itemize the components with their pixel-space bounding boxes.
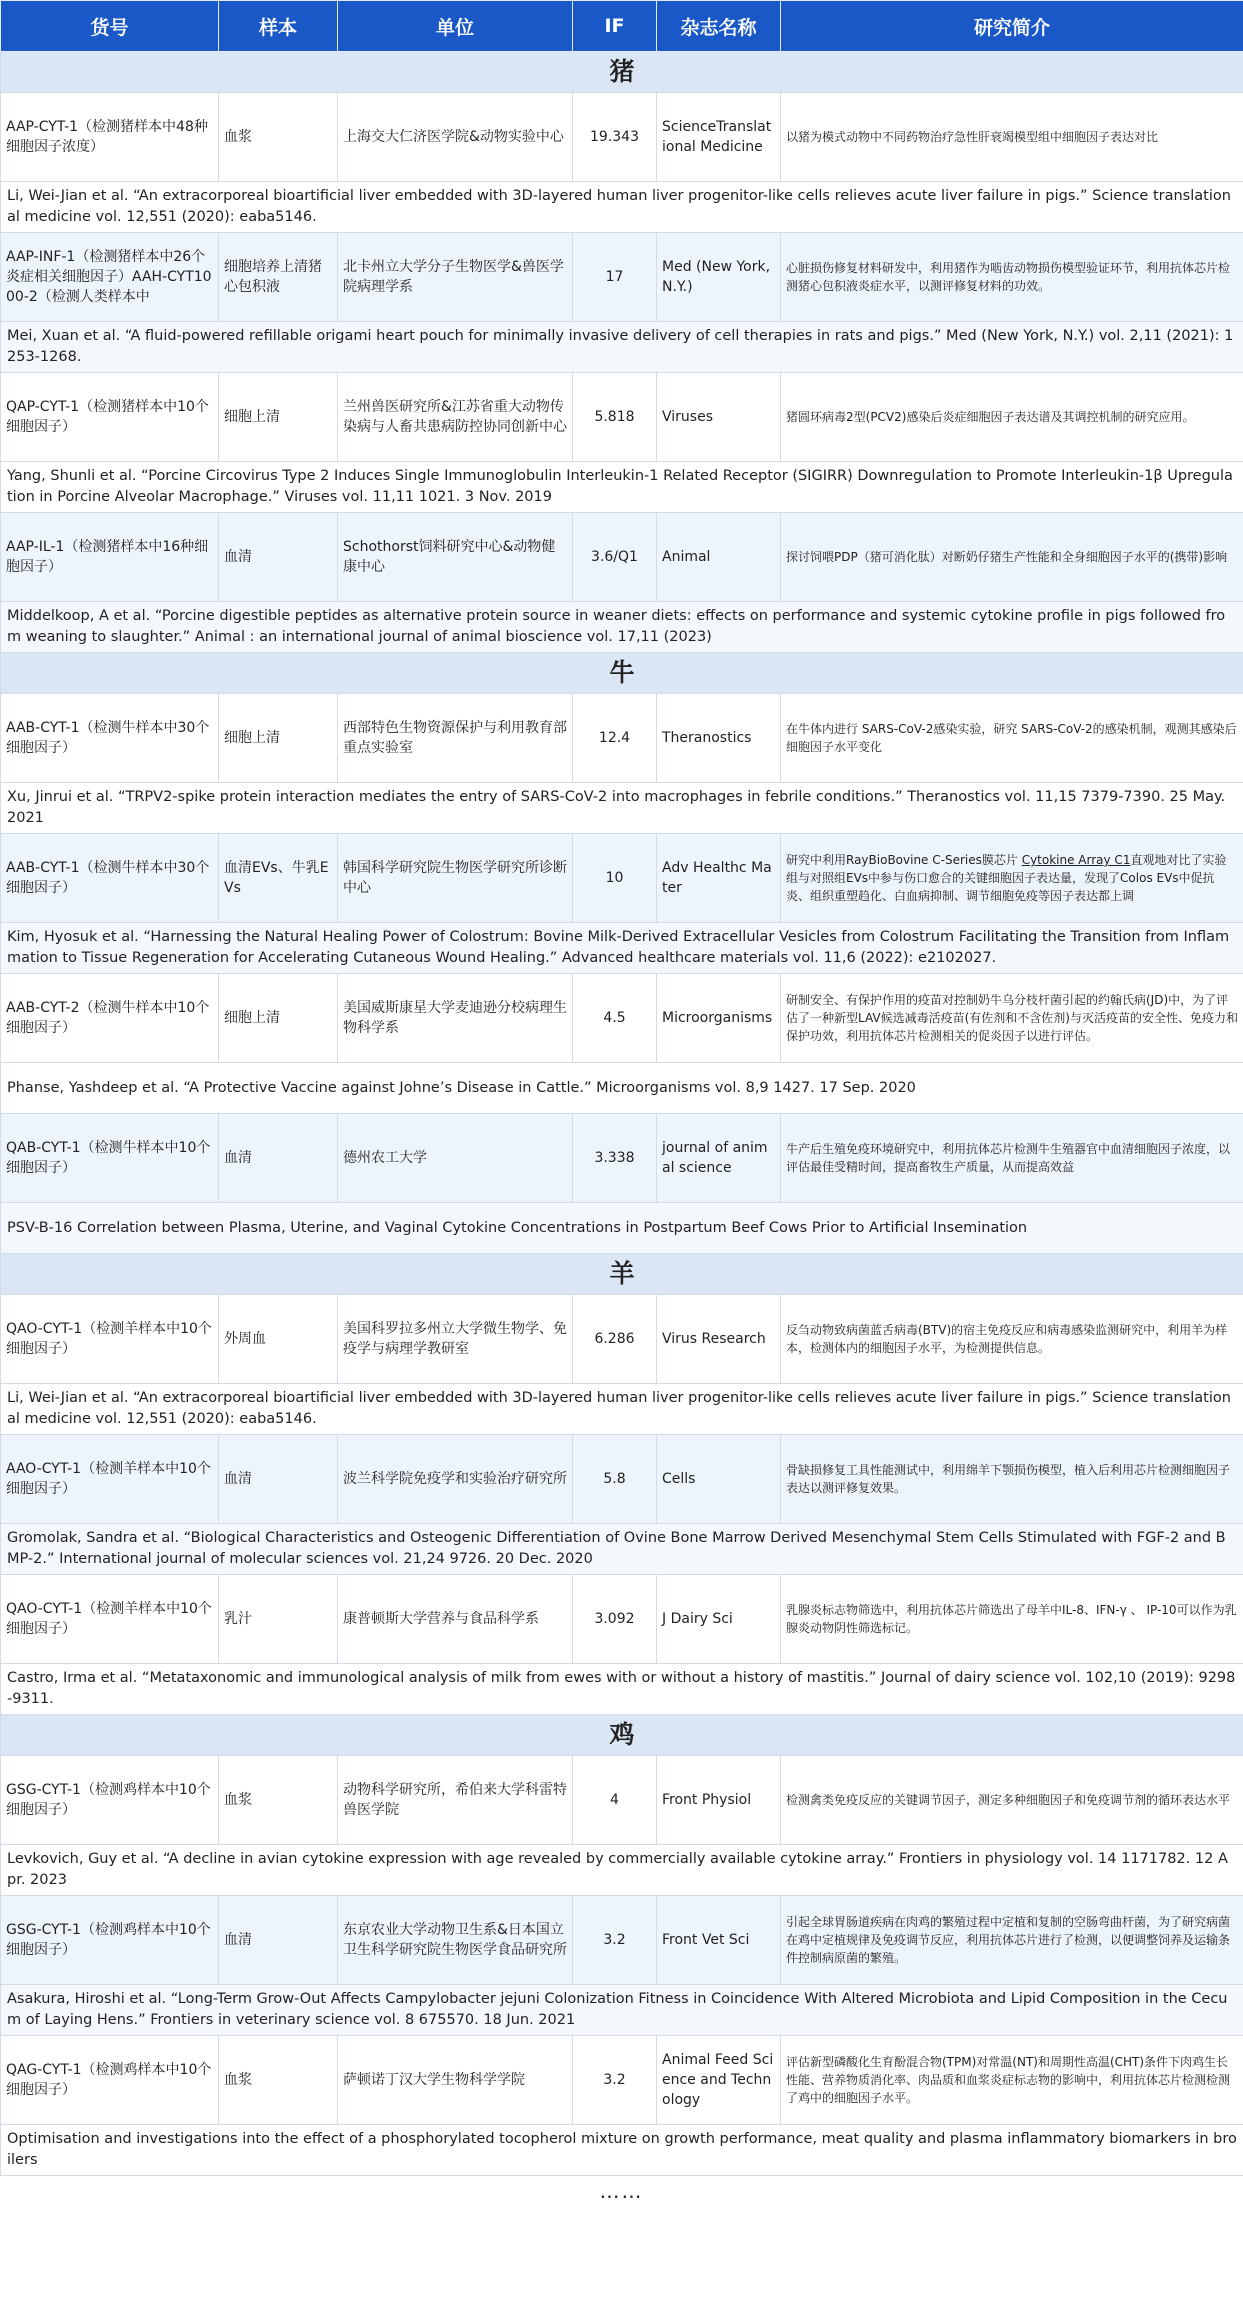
- summary-underlined: Cytokine Array C1: [1021, 853, 1131, 867]
- sample-cell: 血清EVs、牛乳EVs: [219, 834, 338, 923]
- journal-cell: Microorganisms: [657, 974, 781, 1063]
- table-row: [1, 1575, 1243, 1664]
- summary-cell: 心脏损伤修复材料研发中，利用猪作为啮齿动物损伤模型验证环节，利用抗体芯片检测猪心包积液炎症水平，以测评修复材料的功效。: [781, 233, 1243, 322]
- reference-row: [1, 602, 1243, 653]
- reference-row: [1, 1664, 1243, 1715]
- impact-factor-cell: 17: [573, 233, 657, 322]
- journal-cell: Viruses: [657, 373, 781, 462]
- journal-cell: Cells: [657, 1435, 781, 1524]
- sample-cell: 外周血: [219, 1295, 338, 1384]
- sample-cell: 细胞培养上清猪心包积液: [219, 233, 338, 322]
- table-row: [1, 1756, 1243, 1845]
- more-ellipsis: ……: [599, 2179, 644, 2203]
- summary-cell: [781, 834, 1243, 923]
- impact-factor-cell: 3.2: [573, 2036, 657, 2125]
- unit-cell: 西部特色生物资源保护与利用教育部重点实验室: [338, 694, 573, 783]
- reference-text: Mei, Xuan et al. “A fluid-powered refillable origami heart pouch for minimally invasive delivery of cell therapies in rats and pigs.” Med (New York, N.Y.) vol. 2,11 (2021): 1253-1268.: [1, 322, 1243, 373]
- impact-factor-cell: 3.6/Q1: [573, 513, 657, 602]
- product-code-cell: QAO-CYT-1（检测羊样本中10个细胞因子）: [1, 1575, 219, 1664]
- section-header-row: [1, 1254, 1243, 1295]
- table-row: [1, 834, 1243, 923]
- product-code-cell: AAO-CYT-1（检测羊样本中10个细胞因子）: [1, 1435, 219, 1524]
- header-unit: 单位: [338, 1, 573, 52]
- header-code: 货号: [1, 1, 219, 52]
- product-code-cell: AAP-CYT-1（检测猪样本中48种细胞因子浓度）: [1, 93, 219, 182]
- table-row: [1, 1896, 1243, 1985]
- header-journal: 杂志名称: [657, 1, 781, 52]
- table-header-row: [1, 1, 1243, 52]
- reference-text: Xu, Jinrui et al. “TRPV2-spike protein interaction mediates the entry of SARS-CoV-2 into macrophages in febrile conditions.” Theranostics vol. 11,15 7379-7390. 25 May. 2021: [1, 783, 1243, 834]
- product-code-cell: AAB-CYT-1（检测牛样本中30个细胞因子）: [1, 834, 219, 923]
- sample-cell: 细胞上清: [219, 694, 338, 783]
- summary-cell: 乳腺炎标志物筛选中，利用抗体芯片筛选出了母羊中IL-8、IFN-γ 、 IP-10可以作为乳腺炎动物阴性筛选标记。: [781, 1575, 1243, 1664]
- summary-cell: 以猪为模式动物中不同药物治疗急性肝衰竭模型组中细胞因子表达对比: [781, 93, 1243, 182]
- impact-factor-cell: 5.818: [573, 373, 657, 462]
- product-code-cell: AAP-IL-1（检测猪样本中16种细胞因子）: [1, 513, 219, 602]
- summary-cell: 检测禽类免疫反应的关键调节因子，测定多种细胞因子和免疫调节剂的循环表达水平: [781, 1756, 1243, 1845]
- section-title: 猪: [1, 52, 1243, 93]
- table-row: [1, 1435, 1243, 1524]
- journal-cell: Theranostics: [657, 694, 781, 783]
- sample-cell: 血浆: [219, 2036, 338, 2125]
- reference-text: Phanse, Yashdeep et al. “A Protective Vaccine against Johne’s Disease in Cattle.” Microorganisms vol. 8,9 1427. 17 Sep. 2020: [1, 1063, 1243, 1114]
- impact-factor-cell: 3.092: [573, 1575, 657, 1664]
- reference-row: [1, 1063, 1243, 1114]
- reference-row: [1, 923, 1243, 974]
- product-code-cell: QAG-CYT-1（检测鸡样本中10个细胞因子）: [1, 2036, 219, 2125]
- reference-row: [1, 2125, 1243, 2176]
- reference-row: [1, 182, 1243, 233]
- journal-cell: Virus Research: [657, 1295, 781, 1384]
- section-header-row: [1, 653, 1243, 694]
- reference-row: [1, 322, 1243, 373]
- reference-text: Levkovich, Guy et al. “A decline in avian cytokine expression with age revealed by commercially available cytokine array.” Frontiers in physiology vol. 14 1171782. 12 Apr. 2023: [1, 1845, 1243, 1896]
- summary-cell: 评估新型磷酸化生育酚混合物(TPM)对常温(NT)和周期性高温(CHT)条件下肉鸡生长性能、营养物质消化率、肉品质和血浆炎症标志物的影响中，利用抗体芯片检测检测了鸡中的细胞因子水平。: [781, 2036, 1243, 2125]
- product-code-cell: AAP-INF-1（检测猪样本中26个炎症相关细胞因子）AAH-CYT1000-2（检测人类样本中: [1, 233, 219, 322]
- header-sample: 样本: [219, 1, 338, 52]
- product-code-cell: QAP-CYT-1（检测猪样本中10个细胞因子）: [1, 373, 219, 462]
- sample-cell: 血浆: [219, 93, 338, 182]
- section-title: 羊: [1, 1254, 1243, 1295]
- reference-text: Yang, Shunli et al. “Porcine Circovirus Type 2 Induces Single Immunoglobulin Interleukin-1 Related Receptor (SIGIRR) Downregulation to Promote Interleukin-1β Upregulation in Porcine Alveolar Macrophage.” Viruses vol. 11,11 1021. 3 Nov. 2019: [1, 462, 1243, 513]
- sample-cell: 血清: [219, 513, 338, 602]
- summary-text: 直观地对比了实验组与对照组EVs中参与伤口愈合的关键细胞因子表达量，发现了Colos EVs中促抗炎、组织重塑趋化、白血病抑制、调节细胞免疫等因子表达都上调: [786, 853, 1227, 903]
- journal-cell: Front Vet Sci: [657, 1896, 781, 1985]
- reference-row: [1, 1203, 1243, 1254]
- unit-cell: 德州农工大学: [338, 1114, 573, 1203]
- table-row: [1, 373, 1243, 462]
- summary-cell: 引起全球胃肠道疾病在肉鸡的繁殖过程中定植和复制的空肠弯曲杆菌，为了研究病菌在鸡中定植规律及免疫调节反应，利用抗体芯片进行了检测，以便调整饲养及运输条件控制病原菌的繁殖。: [781, 1896, 1243, 1985]
- journal-cell: Front Physiol: [657, 1756, 781, 1845]
- unit-cell: 美国科罗拉多州立大学微生物学、免疫学与病理学教研室: [338, 1295, 573, 1384]
- table-row: [1, 2036, 1243, 2125]
- reference-text: PSV-B-16 Correlation between Plasma, Uterine, and Vaginal Cytokine Concentrations in Postpartum Beef Cows Prior to Artificial Insemination: [1, 1203, 1243, 1254]
- unit-cell: 萨顿诺丁汉大学生物科学学院: [338, 2036, 573, 2125]
- product-code-cell: AAB-CYT-2（检测牛样本中10个细胞因子）: [1, 974, 219, 1063]
- journal-cell: Animal Feed Science and Technology: [657, 2036, 781, 2125]
- sample-cell: 细胞上清: [219, 974, 338, 1063]
- table-row: [1, 233, 1243, 322]
- sample-cell: 乳汁: [219, 1575, 338, 1664]
- reference-row: [1, 1524, 1243, 1575]
- summary-cell: 在牛体内进行 SARS-CoV-2感染实验，研究 SARS-CoV-2的感染机制，观测其感染后细胞因子水平变化: [781, 694, 1243, 783]
- product-code-cell: QAO-CYT-1（检测羊样本中10个细胞因子）: [1, 1295, 219, 1384]
- summary-cell: 牛产后生殖免疫环境研究中，利用抗体芯片检测牛生殖器官中血清细胞因子浓度，以评估最佳受精时间，提高畜牧生产质量，从而提高效益: [781, 1114, 1243, 1203]
- impact-factor-cell: 19.343: [573, 93, 657, 182]
- reference-text: Kim, Hyosuk et al. “Harnessing the Natural Healing Power of Colostrum: Bovine Milk-Derived Extracellular Vesicles from Colostrum Facilitating the Transition from Inflammation to Tissue Regeneration for Accelerating Cutaneous Wound Healing.” Advanced healthcare materials vol. 11,6 (2022): e2102027.: [1, 923, 1243, 974]
- section-title: 牛: [1, 653, 1243, 694]
- table-row: [1, 974, 1243, 1063]
- header-if: IF: [573, 1, 657, 52]
- impact-factor-cell: 5.8: [573, 1435, 657, 1524]
- summary-cell: 反刍动物致病菌蓝舌病毒(BTV)的宿主免疫反应和病毒感染监测研究中，利用羊为样本，检测体内的细胞因子水平，为检测提供信息。: [781, 1295, 1243, 1384]
- product-code-cell: GSG-CYT-1（检测鸡样本中10个细胞因子）: [1, 1896, 219, 1985]
- unit-cell: 动物科学研究所，希伯来大学科雷特兽医学院: [338, 1756, 573, 1845]
- impact-factor-cell: 4: [573, 1756, 657, 1845]
- reference-row: [1, 1985, 1243, 2036]
- table-row: [1, 93, 1243, 182]
- unit-cell: 波兰科学院免疫学和实验治疗研究所: [338, 1435, 573, 1524]
- reference-text: Castro, Irma et al. “Metataxonomic and immunological analysis of milk from ewes with or without a history of mastitis.” Journal of dairy science vol. 102,10 (2019): 9298-9311.: [1, 1664, 1243, 1715]
- unit-cell: 康普顿斯大学营养与食品科学系: [338, 1575, 573, 1664]
- section-header-row: [1, 1715, 1243, 1756]
- journal-cell: Med (New York, N.Y.): [657, 233, 781, 322]
- impact-factor-cell: 4.5: [573, 974, 657, 1063]
- journal-cell: Adv Healthc Mater: [657, 834, 781, 923]
- impact-factor-cell: 6.286: [573, 1295, 657, 1384]
- sample-cell: 血清: [219, 1896, 338, 1985]
- impact-factor-cell: 3.2: [573, 1896, 657, 1985]
- journal-cell: journal of animal science: [657, 1114, 781, 1203]
- journal-cell: ScienceTranslational Medicine: [657, 93, 781, 182]
- reference-text: Li, Wei-Jian et al. “An extracorporeal bioartificial liver embedded with 3D-layered human liver progenitor-like cells relieves acute liver failure in pigs.” Science translational medicine vol. 12,551 (2020): eaba5146.: [1, 1384, 1243, 1435]
- sample-cell: 血浆: [219, 1756, 338, 1845]
- unit-cell: 美国威斯康星大学麦迪逊分校病理生物科学系: [338, 974, 573, 1063]
- unit-cell: 兰州兽医研究所&江苏省重大动物传染病与人畜共患病防控协同创新中心: [338, 373, 573, 462]
- table-row: [1, 513, 1243, 602]
- section-title: 鸡: [1, 1715, 1243, 1756]
- reference-row: [1, 1384, 1243, 1435]
- unit-cell: 东京农业大学动物卫生系&日本国立卫生科学研究院生物医学食品研究所: [338, 1896, 573, 1985]
- section-header-row: [1, 52, 1243, 93]
- product-code-cell: AAB-CYT-1（检测牛样本中30个细胞因子）: [1, 694, 219, 783]
- header-summary: 研究简介: [781, 1, 1243, 52]
- reference-text: Gromolak, Sandra et al. “Biological Characteristics and Osteogenic Differentiation of Ovine Bone Marrow Derived Mesenchymal Stem Cells Stimulated with FGF-2 and BMP-2.” International journal of molecular sciences vol. 21,24 9726. 20 Dec. 2020: [1, 1524, 1243, 1575]
- table-row: [1, 694, 1243, 783]
- table-row: [1, 1114, 1243, 1203]
- reference-row: [1, 462, 1243, 513]
- summary-cell: 猪圆环病毒2型(PCV2)感染后炎症细胞因子表达谱及其调控机制的研究应用。: [781, 373, 1243, 462]
- unit-cell: 上海交大仁济医学院&动物实验中心: [338, 93, 573, 182]
- summary-cell: 探讨饲喂PDP（猪可消化肽）对断奶仔猪生产性能和全身细胞因子水平的(携带)影响: [781, 513, 1243, 602]
- impact-factor-cell: 10: [573, 834, 657, 923]
- reference-text: Optimisation and investigations into the effect of a phosphorylated tocopherol mixture on growth performance, meat quality and plasma inflammatory biomarkers in broilers: [1, 2125, 1243, 2176]
- sample-cell: 血清: [219, 1114, 338, 1203]
- unit-cell: 北卡州立大学分子生物医学&兽医学院病理学系: [338, 233, 573, 322]
- sample-cell: 血清: [219, 1435, 338, 1524]
- journal-cell: J Dairy Sci: [657, 1575, 781, 1664]
- sample-cell: 细胞上清: [219, 373, 338, 462]
- impact-factor-cell: 12.4: [573, 694, 657, 783]
- unit-cell: Schothorst饲料研究中心&动物健康中心: [338, 513, 573, 602]
- summary-cell: 研制安全、有保护作用的疫苗对控制奶牛乌分枝杆菌引起的约翰氏病(JD)中，为了评估了一种新型LAV候选减毒活疫苗(有佐剂和不含佐剂)与灭活疫苗的安全性、免疫力和保护功效，利用抗体芯片检测相关的促炎因子以进行评估。: [781, 974, 1243, 1063]
- product-code-cell: GSG-CYT-1（检测鸡样本中10个细胞因子）: [1, 1756, 219, 1845]
- reference-row: [1, 783, 1243, 834]
- summary-cell: 骨缺损修复工具性能测试中，利用绵羊下颚损伤模型，植入后利用芯片检测细胞因子表达以测评修复效果。: [781, 1435, 1243, 1524]
- product-code-cell: QAB-CYT-1（检测牛样本中10个细胞因子）: [1, 1114, 219, 1203]
- impact-factor-cell: 3.338: [573, 1114, 657, 1203]
- reference-text: Middelkoop, A et al. “Porcine digestible peptides as alternative protein source in weaner diets: effects on performance and systemic cytokine profile in pigs followed from weaning to slaughter.” Animal : an international journal of animal bioscience vol. 17,11 (2023): [1, 602, 1243, 653]
- unit-cell: 韩国科学研究院生物医学研究所诊断中心: [338, 834, 573, 923]
- summary-text: 研究中利用RayBioBovine C-Series膜芯片: [786, 853, 1022, 867]
- table-row: [1, 1295, 1243, 1384]
- reference-row: [1, 1845, 1243, 1896]
- reference-text: Li, Wei-Jian et al. “An extracorporeal bioartificial liver embedded with 3D-layered human liver progenitor-like cells relieves acute liver failure in pigs.” Science translational medicine vol. 12,551 (2020): eaba5146.: [1, 182, 1243, 233]
- journal-cell: Animal: [657, 513, 781, 602]
- reference-text: Asakura, Hiroshi et al. “Long-Term Grow-Out Affects Campylobacter jejuni Colonization Fitness in Coincidence With Altered Microbiota and Lipid Composition in the Cecum of Laying Hens.” Frontiers in veterinary science vol. 8 675570. 18 Jun. 2021: [1, 1985, 1243, 2036]
